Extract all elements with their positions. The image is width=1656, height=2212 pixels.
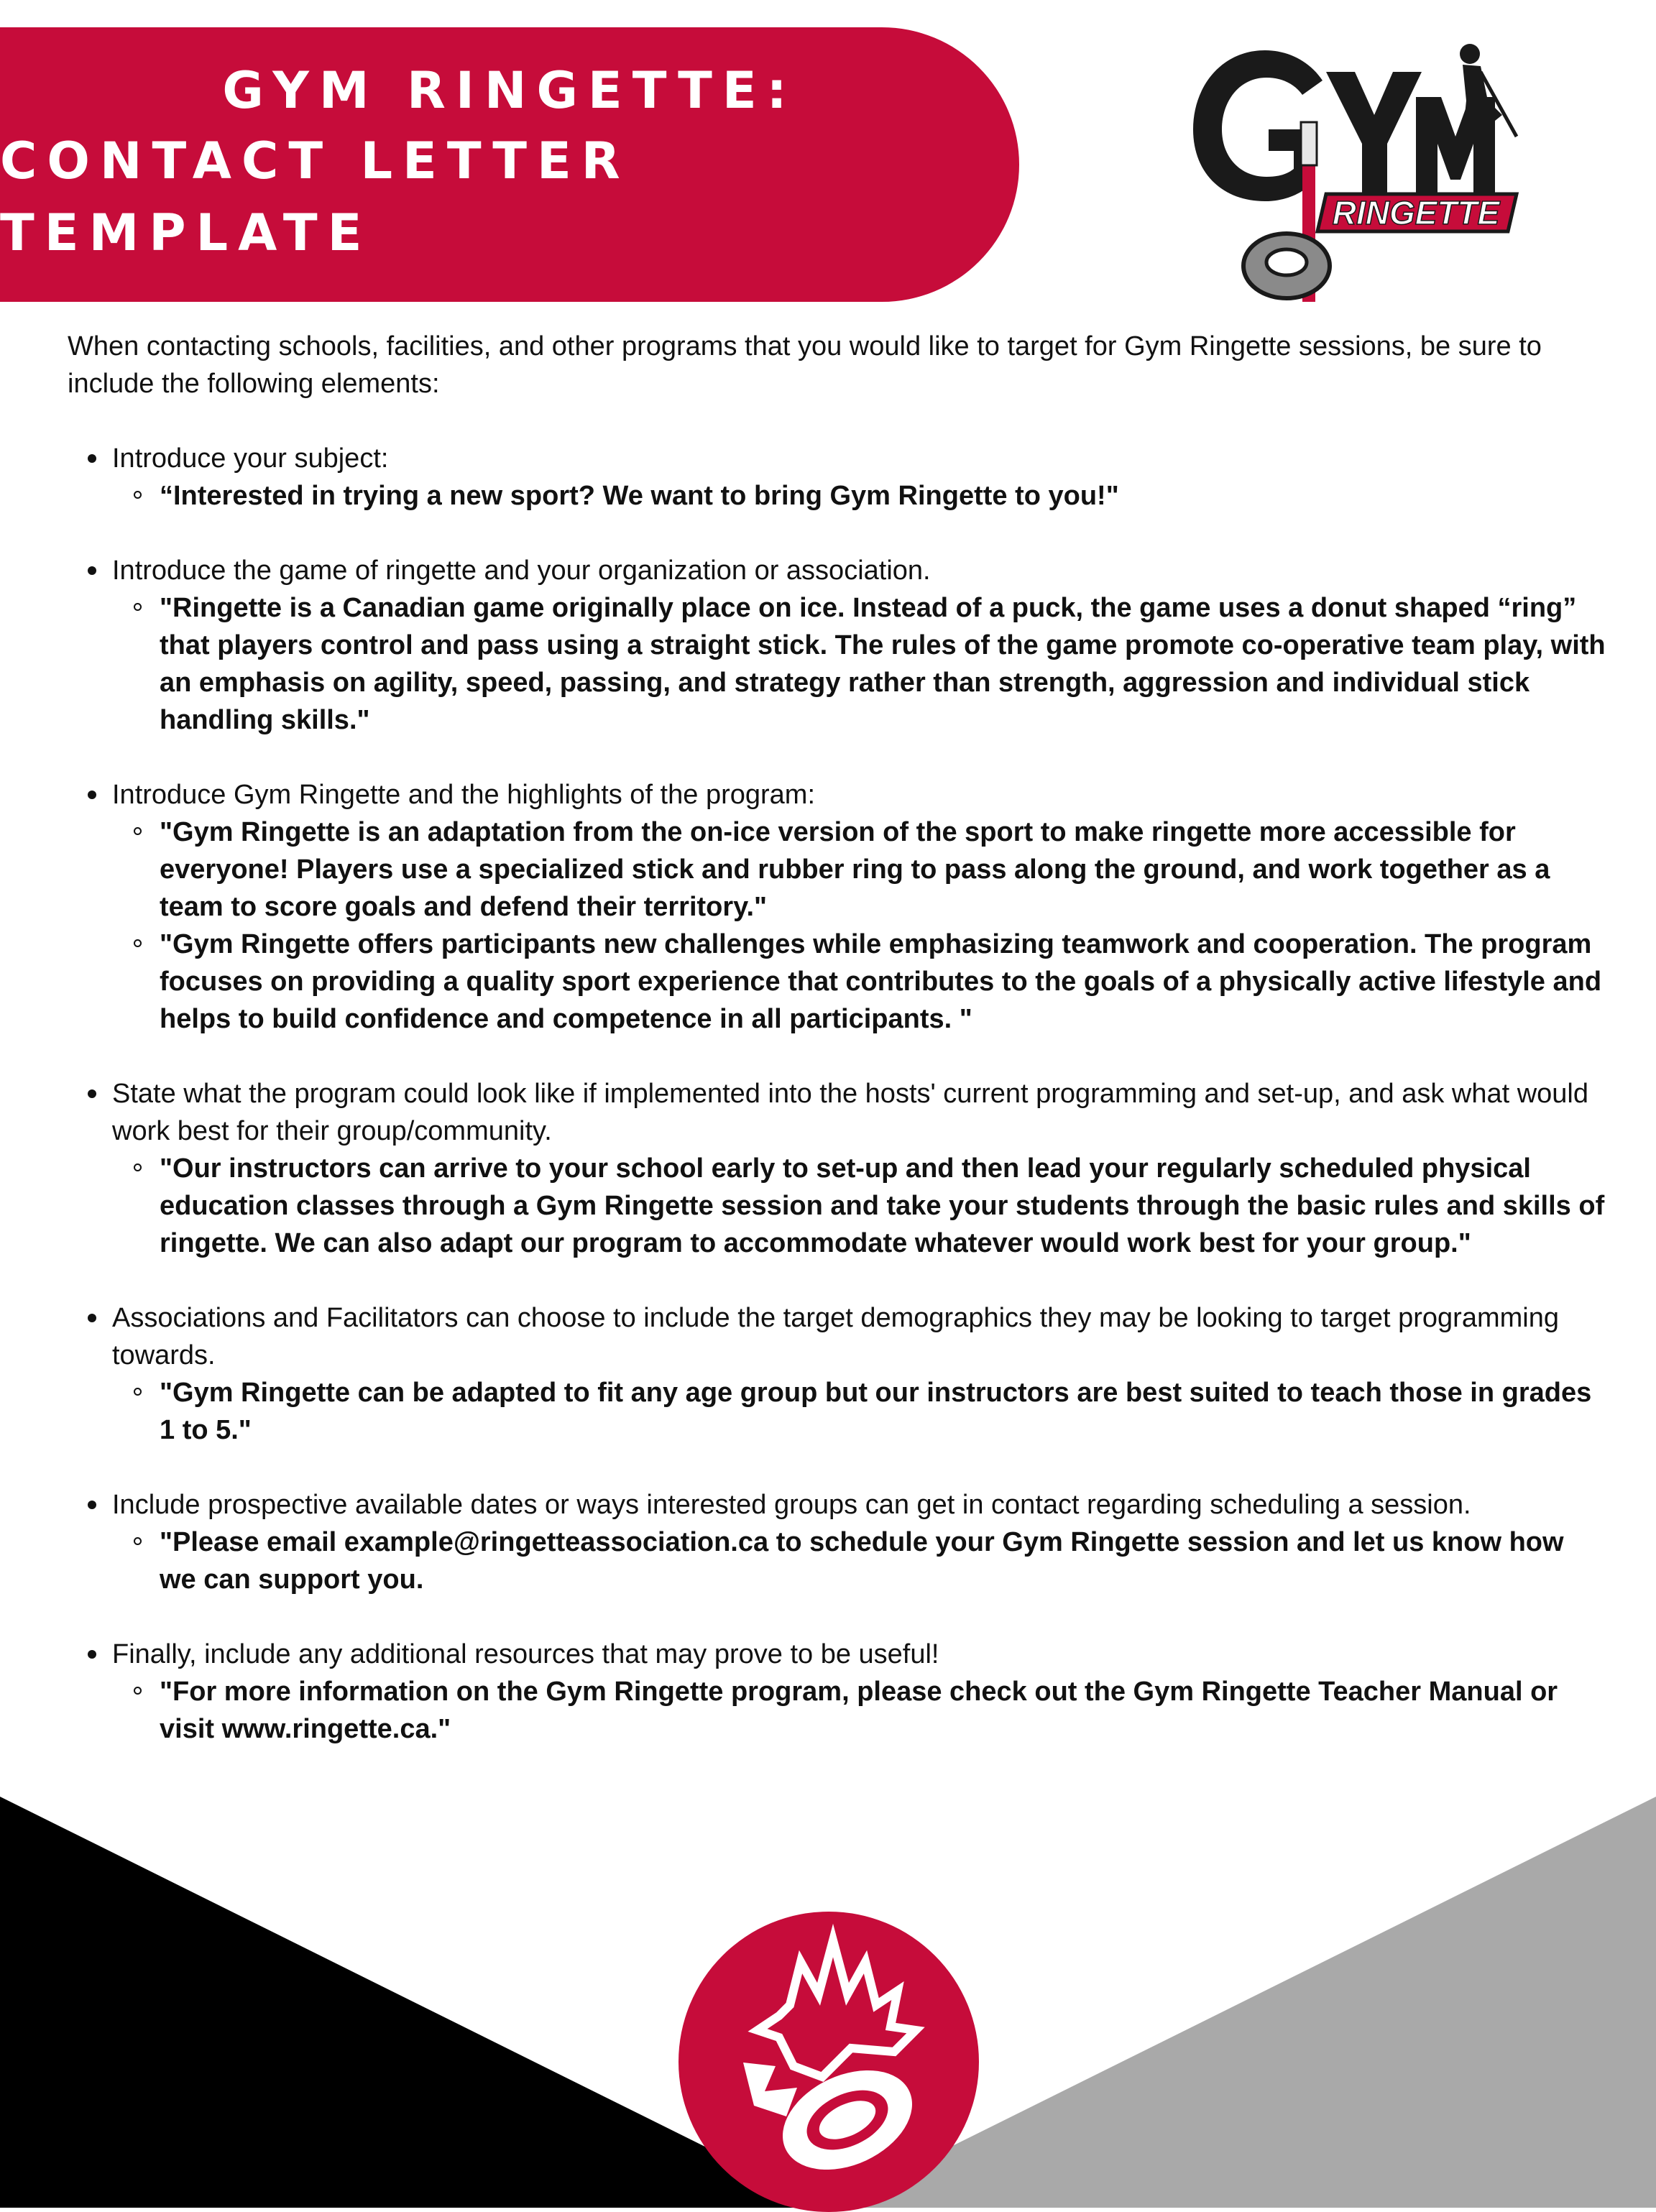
item-text: Finally, include any additional resources that may prove to be useful! (112, 1639, 939, 1669)
sub-list (112, 589, 1606, 739)
list-item (68, 440, 1606, 515)
item-text: Include prospective available dates or ways interested groups can get in contact regarding scheduling a session. (112, 1490, 1471, 1520)
quote-item: "For more information on the Gym Ringette program, please check out the Gym Ringette Teacher Manual or visit www.ringette.ca." (112, 1673, 1606, 1748)
quote-item: "Our instructors can arrive to your school early to set-up and then lead your regularly scheduled physical education classes through a Gym Ringette session and take your students through the basic rules and skills of ringette. We can also adapt our program to accommodate whatever would work best for your group." (112, 1150, 1606, 1262)
list-item (68, 552, 1606, 739)
title-line-2: CONTACT LETTER TEMPLATE (0, 132, 630, 262)
sub-list (112, 814, 1606, 1038)
quote-item: "Gym Ringette can be adapted to fit any age group but our instructors are best suited to teach those in grades 1 to 5." (112, 1374, 1606, 1449)
list-item (68, 1299, 1606, 1449)
svg-text:RINGETTE: RINGETTE (1332, 194, 1500, 231)
title-line-1: GYM RINGETTE: (222, 61, 797, 120)
sub-list (112, 477, 1606, 515)
sub-list (112, 1150, 1606, 1262)
list-item (68, 1636, 1606, 1748)
quote-item: “Interested in trying a new sport? We want to bring Gym Ringette to you!" (112, 477, 1606, 515)
page-title (0, 27, 1019, 302)
quote-item: "Gym Ringette is an adaptation from the on-ice version of the sport to make ringette more accessible for everyone! Players use a specialized stick and rubber ring to pass along the ground, and work together as a team to score goals and defend their territory." (112, 814, 1606, 926)
intro-paragraph: When contacting schools, facilities, and other programs that you would like to target for Gym Ringette sessions, be sure to include the following elements: (68, 331, 1542, 399)
gym-ringette-logo (1179, 29, 1524, 316)
item-text: Associations and Facilitators can choose to include the target demographics they may be looking to target programming towards. (112, 1303, 1559, 1370)
sub-list (112, 1374, 1606, 1449)
item-text: Introduce the game of ringette and your organization or association. (112, 556, 931, 586)
item-text: Introduce Gym Ringette and the highlights of the program: (112, 780, 815, 810)
quote-item: "Please email example@ringetteassociation.ca to schedule your Gym Ringette session and let us know how we can support you. (112, 1524, 1606, 1598)
item-text: State what the program could look like if implemented into the hosts' current programming and set-up, and ask what would work best for their group/community. (112, 1079, 1589, 1146)
sub-list (112, 1673, 1606, 1748)
item-text: Introduce your subject: (112, 443, 389, 474)
ringette-canada-emblem (678, 1912, 979, 2212)
quote-item: "Gym Ringette offers participants new challenges while emphasizing teamwork and cooperation. The program focuses on providing a quality sport experience that contributes to the goals of a physically active lifestyle and helps to build confidence and competence in all participants. " (112, 926, 1606, 1038)
quote-item: "Ringette is a Canadian game originally place on ice. Instead of a puck, the game uses a donut shaped “ring” that players control and pass using a straight stick. The rules of the game promote co-operative team play, with an emphasis on agility, speed, passing, and strategy rather than strength, aggression and individual stick handling skills." (112, 589, 1606, 739)
list-item (68, 1075, 1606, 1262)
list-item (68, 776, 1606, 1038)
sub-list (112, 1524, 1606, 1598)
elements-list (68, 440, 1606, 1748)
letter-content (68, 328, 1606, 1785)
list-item (68, 1486, 1606, 1598)
